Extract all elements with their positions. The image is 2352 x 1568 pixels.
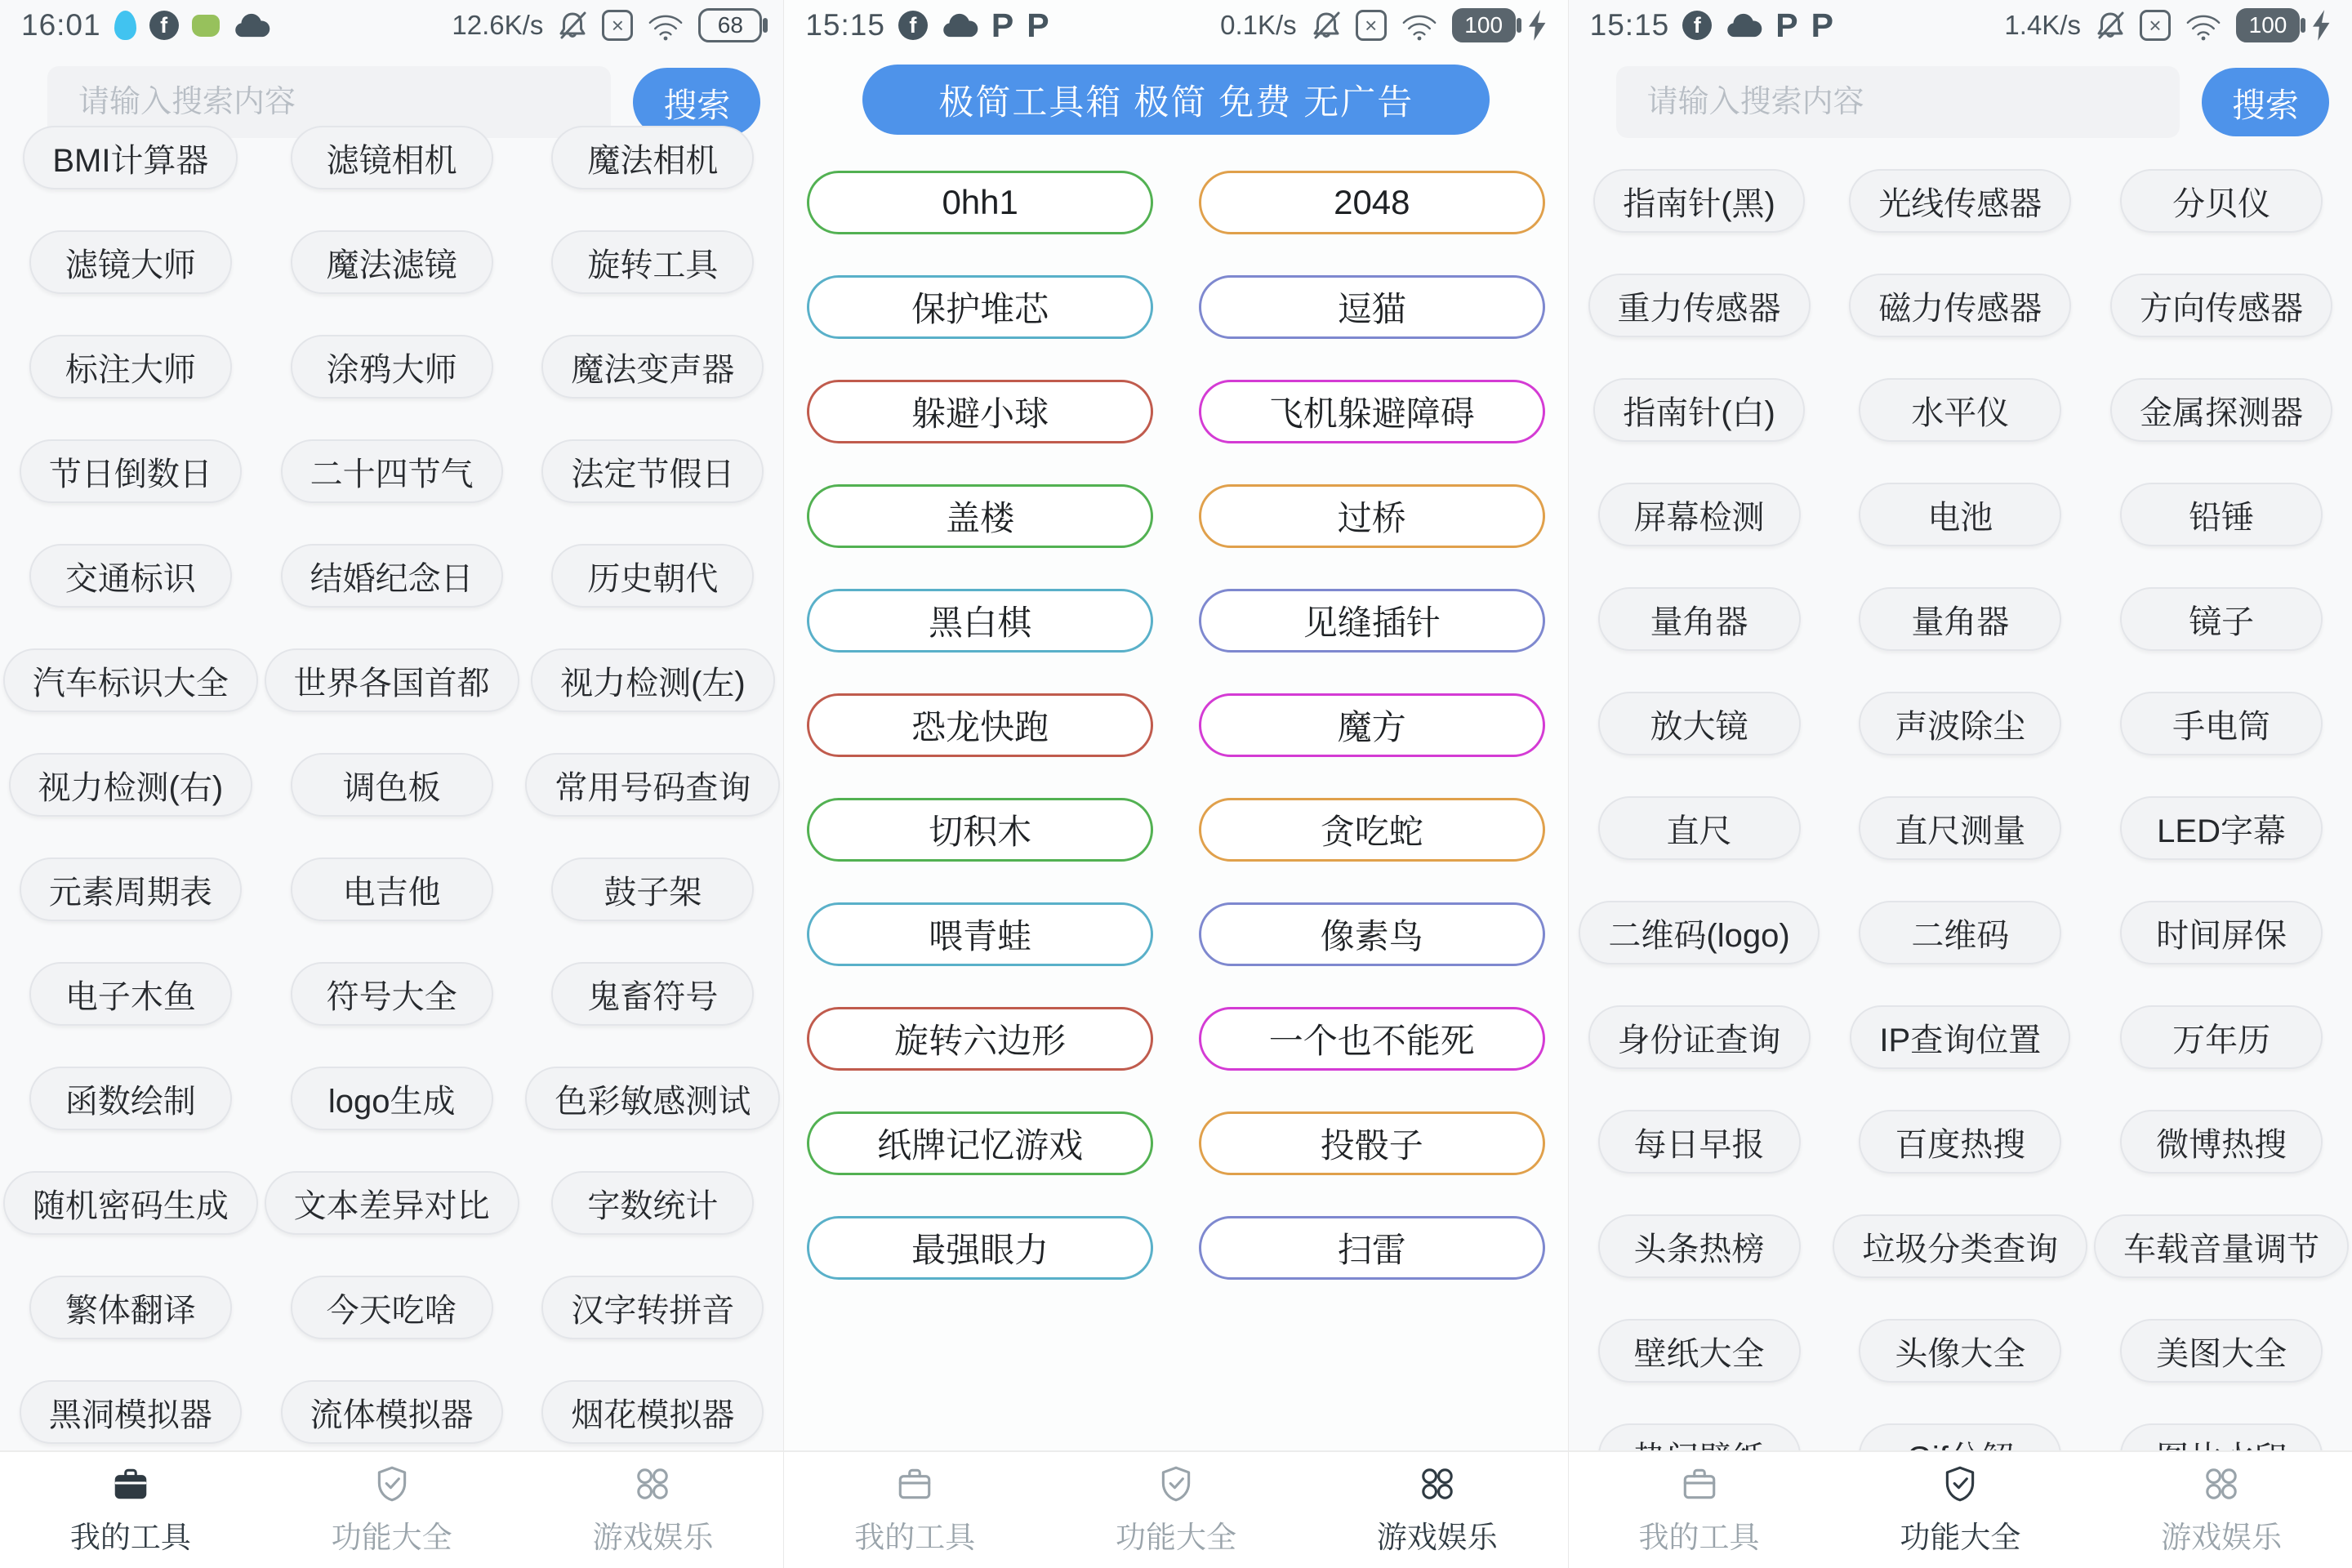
charging-bolt-icon <box>1529 10 1547 41</box>
p-icon: P <box>1811 6 1833 44</box>
tool-button[interactable]: 量角器 <box>1598 587 1801 651</box>
tab-all-features[interactable] <box>1829 1452 2091 1568</box>
clock: 15:15 <box>805 8 885 42</box>
tool-button[interactable]: 方向传感器 <box>2110 274 2332 337</box>
qq-icon <box>114 11 136 40</box>
tool-button[interactable]: 电子木鱼 <box>29 962 232 1026</box>
shield-check-icon <box>1156 1463 1196 1504</box>
tool-button[interactable]: 元素周期表 <box>20 858 242 921</box>
status-left <box>1590 8 1833 42</box>
tool-cell <box>1569 567 1830 671</box>
tool-button[interactable]: 色彩敏感测试 <box>525 1067 780 1130</box>
tool-cell <box>2091 1298 2352 1403</box>
game-button[interactable]: 躲避小球 <box>807 380 1153 443</box>
tool-button[interactable]: 魔法滤镜 <box>291 230 493 294</box>
tool-list-scroll[interactable] <box>1569 137 2352 1452</box>
wifi-icon <box>1400 9 1439 42</box>
game-button[interactable]: 恐龙快跑 <box>807 693 1153 757</box>
tab-all-features[interactable] <box>261 1452 523 1568</box>
tool-cell <box>523 523 784 628</box>
tool-cell <box>0 628 261 733</box>
tab-label: 功能大全 <box>1116 1521 1236 1554</box>
tool-button[interactable]: 二维码 <box>1859 901 2061 964</box>
game-grid <box>784 150 1567 1300</box>
game-button[interactable]: 喂青蛙 <box>807 902 1153 966</box>
tool-cell <box>0 942 261 1046</box>
tool-cell <box>0 1255 261 1360</box>
tool-button[interactable]: IP查询位置 <box>1850 1005 2070 1069</box>
tool-button[interactable]: 二十四节气 <box>281 439 503 503</box>
game-cell <box>1176 568 1568 673</box>
tool-cell <box>0 1151 261 1255</box>
tool-button[interactable]: 汽车标识大全 <box>3 648 258 712</box>
tool-button[interactable]: 视力检测(右) <box>9 753 253 817</box>
briefcase-icon <box>894 1463 935 1504</box>
search-bar <box>1569 66 2352 140</box>
game-cell <box>784 882 1176 987</box>
tool-cell <box>261 837 523 942</box>
phone-screen-my-tools <box>0 0 783 1568</box>
tool-cell <box>1569 776 1830 880</box>
tool-button[interactable]: 手电筒 <box>2120 692 2323 755</box>
status-bar <box>784 0 1567 51</box>
tool-button[interactable]: 交通标识 <box>29 544 232 608</box>
tool-button[interactable]: 随机密码生成 <box>3 1171 258 1235</box>
battery-icon: 100 <box>2236 8 2300 42</box>
game-button[interactable]: 纸牌记忆游戏 <box>807 1111 1153 1175</box>
tool-button[interactable]: 结婚纪念日 <box>281 544 503 608</box>
tool-button[interactable]: 直尺测量 <box>1859 796 2061 860</box>
sim-x-icon: × <box>1356 10 1387 41</box>
tool-cell <box>1829 671 2091 776</box>
tool-cell <box>1829 1194 2091 1298</box>
game-cell <box>1176 359 1568 464</box>
facebook-icon: f <box>149 11 179 40</box>
tool-button[interactable]: 指南针(白) <box>1593 378 1805 442</box>
wifi-icon <box>2184 9 2223 42</box>
tool-cell <box>1829 567 2091 671</box>
tool-button[interactable]: 放大镜 <box>1598 692 1801 755</box>
game-cell <box>784 1196 1176 1300</box>
tool-button[interactable]: 电吉他 <box>291 858 493 921</box>
tool-button[interactable]: 魔法相机 <box>551 126 754 189</box>
tab-label: 游戏娱乐 <box>1376 1521 1498 1554</box>
tab-games[interactable] <box>2091 1452 2352 1568</box>
tab-games[interactable] <box>1307 1452 1568 1568</box>
game-cell <box>784 1091 1176 1196</box>
tool-button[interactable]: 文本差异对比 <box>265 1171 519 1235</box>
battery-icon: 68 <box>698 8 762 42</box>
tool-button[interactable]: 繁体翻译 <box>29 1276 232 1339</box>
tool-button[interactable]: 鼓子架 <box>551 858 754 921</box>
tool-grid <box>0 105 783 1464</box>
tool-button[interactable]: 磁力传感器 <box>1849 274 2071 337</box>
grid-circles-icon <box>2201 1463 2242 1504</box>
tool-cell <box>523 942 784 1046</box>
tool-cell <box>0 837 261 942</box>
android-icon <box>192 15 220 37</box>
tool-cell <box>1829 1089 2091 1194</box>
tool-button[interactable]: 历史朝代 <box>551 544 754 608</box>
tool-button[interactable]: 涂鸦大师 <box>291 335 493 399</box>
cloud-icon <box>233 12 270 38</box>
game-button[interactable]: 切积木 <box>807 798 1153 862</box>
tool-button[interactable]: 法定节假日 <box>541 439 764 503</box>
tab-my-tools[interactable] <box>0 1452 261 1568</box>
tool-button[interactable]: 量角器 <box>1859 587 2061 651</box>
game-cell <box>784 150 1176 255</box>
tool-cell <box>2091 671 2352 776</box>
tab-label: 功能大全 <box>331 1521 452 1554</box>
briefcase-icon <box>110 1463 151 1504</box>
charging-bolt-icon <box>2313 10 2331 41</box>
tool-cell <box>0 419 261 523</box>
sim-x-icon: × <box>2140 10 2171 41</box>
tool-cell <box>0 1360 261 1464</box>
clock: 15:15 <box>1589 8 1670 42</box>
tool-cell <box>261 419 523 523</box>
cloud-icon <box>1725 12 1762 38</box>
tool-cell <box>0 210 261 314</box>
tool-button[interactable]: 二维码(logo) <box>1579 901 1819 964</box>
tool-button[interactable]: 汉字转拼音 <box>541 1276 764 1339</box>
game-cell <box>784 359 1176 464</box>
clock: 16:01 <box>21 8 101 42</box>
tool-button[interactable]: 烟花模拟器 <box>541 1380 764 1444</box>
tool-button[interactable]: logo生成 <box>291 1067 493 1130</box>
tool-cell <box>1569 880 1830 985</box>
status-bar <box>1569 0 2352 51</box>
game-button[interactable]: 2048 <box>1199 171 1545 234</box>
tool-cell <box>2091 880 2352 985</box>
tool-cell <box>261 1046 523 1151</box>
game-button[interactable]: 一个也不能死 <box>1199 1007 1545 1071</box>
tool-button[interactable]: LED字幕 <box>2120 796 2323 860</box>
tool-button[interactable]: 分贝仪 <box>2120 169 2323 233</box>
tool-button[interactable]: 魔法变声器 <box>541 335 764 399</box>
tool-button[interactable]: 镜子 <box>2120 587 2323 651</box>
tool-button[interactable]: 旋转工具 <box>551 230 754 294</box>
game-button[interactable]: 0hh1 <box>807 171 1153 234</box>
search-input[interactable] <box>1616 66 2180 138</box>
game-button[interactable]: 贪吃蛇 <box>1199 798 1545 862</box>
game-button[interactable]: 逗猫 <box>1199 275 1545 339</box>
game-cell <box>1176 777 1568 882</box>
network-speed: 12.6K/s <box>452 10 544 40</box>
tool-cell <box>261 628 523 733</box>
tool-button[interactable]: 铅锤 <box>2120 483 2323 546</box>
tool-cell <box>261 105 523 210</box>
tool-button[interactable]: 黑洞模拟器 <box>20 1380 242 1444</box>
tool-cell <box>1569 985 1830 1089</box>
tool-button[interactable]: 水平仪 <box>1859 378 2061 442</box>
tool-button[interactable]: BMI计算器 <box>23 126 238 189</box>
tool-cell <box>2091 253 2352 358</box>
tool-cell <box>1569 1298 1830 1403</box>
tool-cell <box>1829 1298 2091 1403</box>
shield-check-icon <box>1940 1463 1980 1504</box>
game-cell <box>1176 464 1568 568</box>
status-left <box>805 8 1049 42</box>
tool-button[interactable]: 重力传感器 <box>1588 274 1811 337</box>
game-cell <box>1176 987 1568 1091</box>
game-button[interactable]: 盖楼 <box>807 484 1153 548</box>
tab-label: 游戏娱乐 <box>592 1521 714 1554</box>
tool-button[interactable]: 垃圾分类查询 <box>1833 1214 2087 1278</box>
tool-cell <box>261 1360 523 1464</box>
tab-label: 我的工具 <box>69 1521 191 1554</box>
tool-cell <box>261 523 523 628</box>
tab-my-tools[interactable] <box>784 1452 1045 1568</box>
search-button[interactable]: 搜索 <box>633 68 760 136</box>
network-speed: 1.4K/s <box>2004 10 2081 40</box>
sim-x-icon: × <box>602 10 633 41</box>
tool-button[interactable]: 调色板 <box>291 753 493 817</box>
game-button[interactable]: 黑白棋 <box>807 589 1153 653</box>
tab-all-features[interactable] <box>1045 1452 1307 1568</box>
tool-button[interactable]: 头像大全 <box>1859 1319 2061 1383</box>
tool-button[interactable]: 微博热搜 <box>2120 1110 2323 1174</box>
tool-cell <box>1569 358 1830 462</box>
game-button[interactable]: 投骰子 <box>1199 1111 1545 1175</box>
game-button[interactable]: 飞机躲避障碍 <box>1199 380 1545 443</box>
tool-button[interactable]: 节日倒数日 <box>20 439 242 503</box>
tool-cell <box>523 419 784 523</box>
tool-cell <box>1829 358 2091 462</box>
tool-cell <box>1569 253 1830 358</box>
grid-circles-icon <box>632 1463 673 1504</box>
game-button[interactable]: 保护堆芯 <box>807 275 1153 339</box>
status-bar <box>0 0 783 51</box>
tool-cell <box>523 628 784 733</box>
tool-cell <box>261 1151 523 1255</box>
tool-button[interactable]: 百度热搜 <box>1859 1110 2061 1174</box>
tool-cell <box>523 1046 784 1151</box>
phone-screen-all-features <box>1568 0 2352 1568</box>
tool-button[interactable]: 壁纸大全 <box>1598 1319 1801 1383</box>
game-button[interactable]: 过桥 <box>1199 484 1545 548</box>
p-icon: P <box>1775 6 1798 44</box>
tool-button[interactable]: 电池 <box>1859 483 2061 546</box>
tool-cell <box>261 1255 523 1360</box>
tab-games[interactable] <box>523 1452 784 1568</box>
tab-label: 我的工具 <box>1638 1521 1760 1554</box>
tab-label: 游戏娱乐 <box>2161 1521 2283 1554</box>
tool-cell <box>523 1151 784 1255</box>
p-icon: P <box>991 6 1014 44</box>
tool-button[interactable]: 字数统计 <box>551 1171 754 1235</box>
p-icon: P <box>1027 6 1049 44</box>
tool-cell <box>1569 149 1830 253</box>
cloud-icon <box>941 12 978 38</box>
tool-cell <box>1829 462 2091 567</box>
tool-cell <box>0 314 261 419</box>
status-right <box>1220 8 1547 42</box>
tool-cell <box>523 314 784 419</box>
tool-cell <box>2091 567 2352 671</box>
tool-button[interactable]: 车载音量调节 <box>2094 1214 2349 1278</box>
tool-button[interactable]: 头条热榜 <box>1598 1214 1801 1278</box>
wifi-icon <box>646 9 685 42</box>
game-list-scroll[interactable] <box>784 150 1567 1452</box>
game-button[interactable]: 旋转六边形 <box>807 1007 1153 1071</box>
game-button[interactable]: 最强眼力 <box>807 1216 1153 1280</box>
tool-button[interactable]: 符号大全 <box>291 962 493 1026</box>
tool-button[interactable]: 鬼畜符号 <box>551 962 754 1026</box>
tool-button[interactable]: 美图大全 <box>2120 1319 2323 1383</box>
tool-cell <box>2091 776 2352 880</box>
tool-button[interactable]: 身份证查询 <box>1588 1005 1811 1069</box>
tab-label: 功能大全 <box>1900 1521 2021 1554</box>
tool-cell <box>1829 149 2091 253</box>
tool-cell <box>1569 671 1830 776</box>
tool-cell <box>523 837 784 942</box>
tool-grid <box>1569 149 2352 1508</box>
tool-button[interactable]: 世界各国首都 <box>265 648 519 712</box>
tool-button[interactable]: 常用号码查询 <box>525 753 780 817</box>
tool-button[interactable]: 视力检测(左) <box>531 648 775 712</box>
status-right <box>2004 8 2331 42</box>
tool-cell <box>2091 1194 2352 1298</box>
tool-button[interactable]: 函数绘制 <box>29 1067 232 1130</box>
tool-button[interactable]: 时间屏保 <box>2120 901 2323 964</box>
game-cell <box>1176 150 1568 255</box>
game-cell <box>1176 1091 1568 1196</box>
tool-button[interactable]: 标注大师 <box>29 335 232 399</box>
tool-cell <box>2091 462 2352 567</box>
tool-cell <box>1829 253 2091 358</box>
bell-muted-icon <box>1310 9 1343 42</box>
game-button[interactable]: 像素鸟 <box>1199 902 1545 966</box>
tool-button[interactable]: 金属探测器 <box>2110 378 2332 442</box>
tab-label: 我的工具 <box>854 1521 976 1554</box>
tool-cell <box>0 1046 261 1151</box>
tool-cell <box>523 733 784 837</box>
search-button[interactable]: 搜索 <box>2202 68 2329 136</box>
tool-cell <box>1829 985 2091 1089</box>
status-left <box>21 8 270 42</box>
game-cell <box>1176 882 1568 987</box>
tool-cell <box>2091 1089 2352 1194</box>
game-button[interactable]: 扫雷 <box>1199 1216 1545 1280</box>
network-speed: 0.1K/s <box>1220 10 1297 40</box>
game-cell <box>1176 1196 1568 1300</box>
tool-cell <box>523 1360 784 1464</box>
tool-button[interactable]: 声波除尘 <box>1859 692 2061 755</box>
bottom-nav <box>0 1450 783 1568</box>
tool-cell <box>1569 1089 1830 1194</box>
tool-cell <box>1569 1194 1830 1298</box>
tool-cell <box>0 733 261 837</box>
game-cell <box>784 568 1176 673</box>
game-cell <box>784 255 1176 359</box>
tool-button[interactable]: 光线传感器 <box>1849 169 2071 233</box>
tool-cell <box>523 105 784 210</box>
tool-cell <box>261 314 523 419</box>
tool-cell <box>2091 358 2352 462</box>
tool-button[interactable]: 今天吃啥 <box>291 1276 493 1339</box>
bell-muted-icon <box>2094 9 2127 42</box>
tool-cell <box>1569 462 1830 567</box>
tool-cell <box>2091 985 2352 1089</box>
bottom-nav <box>1569 1450 2352 1568</box>
tool-cell <box>0 523 261 628</box>
battery-icon: 100 <box>1452 8 1516 42</box>
bell-muted-icon <box>556 9 589 42</box>
facebook-icon: f <box>1682 11 1712 40</box>
tool-button[interactable]: 万年历 <box>2120 1005 2323 1069</box>
status-right <box>452 8 762 42</box>
tool-button[interactable]: 屏幕检测 <box>1598 483 1801 546</box>
game-cell <box>1176 255 1568 359</box>
tool-cell <box>2091 149 2352 253</box>
game-cell <box>784 464 1176 568</box>
grid-circles-icon <box>1417 1463 1458 1504</box>
game-cell <box>1176 673 1568 777</box>
game-cell <box>784 673 1176 777</box>
tool-button[interactable]: 滤镜相机 <box>291 126 493 189</box>
tool-list-scroll[interactable] <box>0 137 783 1452</box>
tool-cell <box>1829 776 2091 880</box>
bottom-nav <box>784 1450 1567 1568</box>
tool-cell <box>523 1255 784 1360</box>
tool-button[interactable]: 每日早报 <box>1598 1110 1801 1174</box>
facebook-icon: f <box>898 11 928 40</box>
app-banner: 极简工具箱 极简 免费 无广告 <box>862 65 1490 135</box>
phone-screen-games <box>783 0 1567 1568</box>
game-button[interactable]: 魔方 <box>1199 693 1545 757</box>
tool-cell <box>523 210 784 314</box>
briefcase-icon <box>1679 1463 1720 1504</box>
tool-button[interactable]: 直尺 <box>1598 796 1801 860</box>
game-button[interactable]: 见缝插针 <box>1199 589 1545 653</box>
tool-button[interactable]: 流体模拟器 <box>281 1380 503 1444</box>
game-cell <box>784 987 1176 1091</box>
tool-cell <box>1829 880 2091 985</box>
tool-cell <box>261 210 523 314</box>
tool-cell <box>261 733 523 837</box>
tool-cell <box>0 105 261 210</box>
game-cell <box>784 777 1176 882</box>
shield-check-icon <box>372 1463 412 1504</box>
tool-button[interactable]: 指南针(黑) <box>1593 169 1805 233</box>
tool-button[interactable]: 滤镜大师 <box>29 230 232 294</box>
tool-cell <box>261 942 523 1046</box>
tab-my-tools[interactable] <box>1569 1452 1830 1568</box>
